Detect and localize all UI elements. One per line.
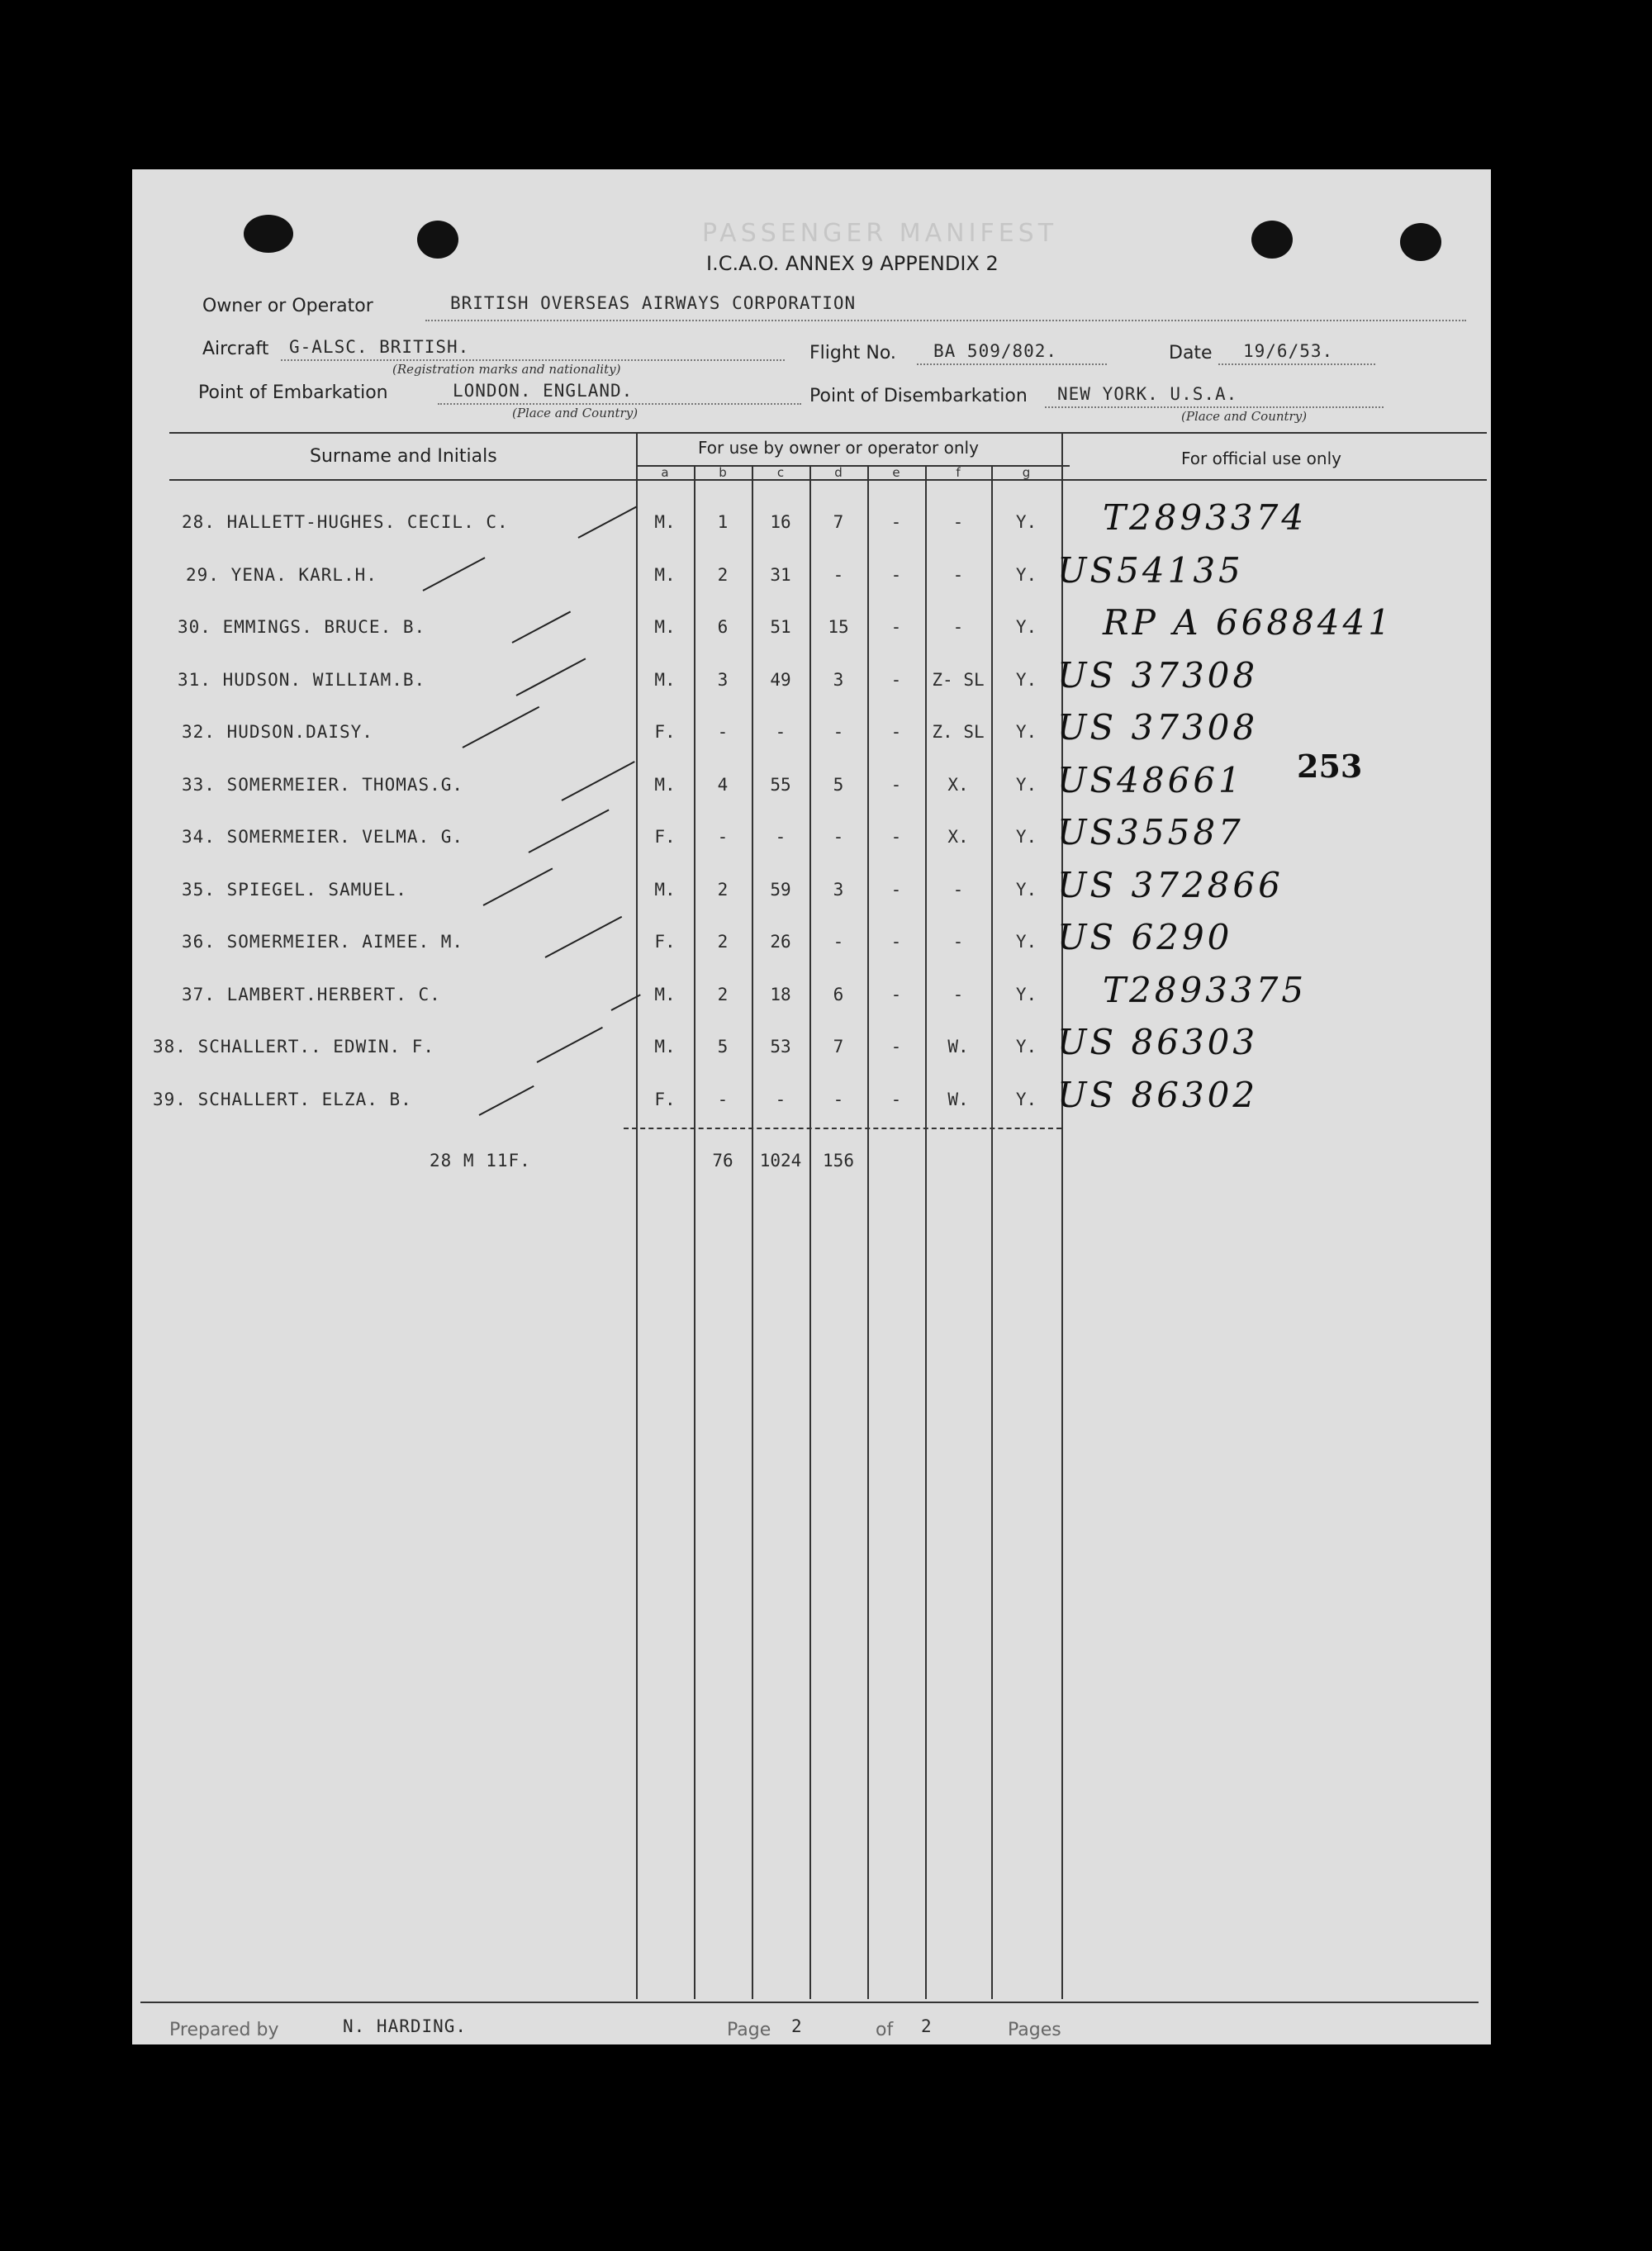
stamp-number: 253: [1297, 748, 1363, 785]
cell-c: 18: [770, 984, 791, 1004]
col-divider: [925, 465, 927, 1999]
punch-hole: [1251, 221, 1293, 259]
check-mark: [578, 506, 638, 539]
aircraft-label: Aircraft: [202, 339, 269, 359]
passenger-name: 28. HALLETT-HUGHES. CECIL. C.: [182, 512, 509, 532]
cell-e: -: [890, 827, 902, 847]
cell-e: -: [890, 722, 902, 742]
cell-b: 1: [717, 512, 729, 532]
col-divider: [636, 432, 638, 1999]
official-entry: US35587: [1057, 812, 1244, 852]
cell-d: 3: [833, 669, 844, 690]
passenger-name: 29. YENA. KARL.H.: [186, 564, 377, 585]
punch-hole: [244, 215, 293, 253]
cell-a: F.: [654, 1089, 676, 1109]
check-mark: [516, 658, 586, 696]
cell-e: -: [890, 1089, 902, 1109]
cell-e: -: [890, 1037, 902, 1057]
cell-b: 5: [717, 1037, 729, 1057]
cell-f: -: [952, 564, 964, 585]
official-entry: US 6290: [1057, 917, 1233, 957]
embark-dotted-line: [438, 403, 801, 405]
of-label: of: [876, 2020, 894, 2040]
cell-c: 55: [770, 774, 791, 795]
cell-a: M.: [654, 984, 676, 1004]
passenger-name: 36. SOMERMEIER. AIMEE. M.: [182, 932, 464, 952]
check-mark: [512, 611, 572, 643]
passenger-name: 34. SOMERMEIER. VELMA. G.: [182, 827, 464, 847]
cell-b: 4: [717, 774, 729, 795]
cell-a: M.: [654, 669, 676, 690]
cell-f: -: [952, 512, 964, 532]
check-mark: [545, 916, 623, 958]
totals-dashed-rule: [624, 1128, 1061, 1129]
disembark-note: (Place and Country): [1181, 409, 1308, 424]
cell-e: -: [890, 512, 902, 532]
aircraft-dotted-line: [281, 359, 785, 361]
subcol-header-e: e: [892, 465, 900, 480]
cell-e: -: [890, 879, 902, 900]
cell-b: 2: [717, 984, 729, 1004]
check-mark: [537, 1027, 603, 1063]
aircraft-note: (Registration marks and nationality): [392, 362, 621, 377]
cell-d: -: [833, 932, 844, 952]
check-mark: [479, 1085, 534, 1115]
cell-c: 26: [770, 932, 791, 952]
page-label: Page: [727, 2020, 771, 2040]
cell-c: -: [775, 827, 786, 847]
cell-c: 51: [770, 617, 791, 637]
check-mark: [463, 706, 540, 748]
cell-c: 49: [770, 669, 791, 690]
cell-f: X.: [947, 774, 969, 795]
cell-g: Y.: [1015, 669, 1037, 690]
check-mark: [562, 761, 635, 801]
totals-b: 76: [712, 1151, 733, 1171]
official-entry: US 86302: [1057, 1074, 1259, 1115]
cell-d: 7: [833, 1037, 844, 1057]
totals-c: 1024: [759, 1151, 802, 1171]
flight-label: Flight No.: [809, 343, 896, 363]
cell-g: Y.: [1015, 722, 1037, 742]
manifest-sheet: [132, 169, 1491, 2044]
cell-d: -: [833, 1089, 844, 1109]
official-entry: US 86303: [1057, 1022, 1259, 1062]
manifest-subtitle: I.C.A.O. ANNEX 9 APPENDIX 2: [706, 252, 999, 275]
col-divider: [752, 465, 753, 1999]
cell-b: 2: [717, 564, 729, 585]
punch-hole: [1400, 223, 1441, 261]
manifest-title: PASSENGER MANIFEST: [702, 219, 1058, 248]
cell-c: -: [775, 722, 786, 742]
official-entry: US48661: [1057, 759, 1244, 800]
cell-g: Y.: [1015, 827, 1037, 847]
cell-a: M.: [654, 617, 676, 637]
official-entry: RP A 6688441: [1103, 602, 1393, 643]
owner-label: Owner or Operator: [202, 296, 373, 316]
official-entry: T2893375: [1103, 969, 1308, 1010]
cell-d: 3: [833, 879, 844, 900]
official-entry: US54135: [1057, 549, 1244, 591]
official-entry: US 37308: [1057, 707, 1259, 748]
cell-g: Y.: [1015, 984, 1037, 1004]
cell-f: -: [952, 879, 964, 900]
check-mark: [423, 557, 486, 591]
flight-value: BA 509/802.: [933, 341, 1058, 361]
col-divider: [991, 465, 993, 1999]
cell-c: 59: [770, 879, 791, 900]
cell-f: -: [952, 932, 964, 952]
passenger-name: 37. LAMBERT.HERBERT. C.: [182, 984, 441, 1004]
cell-f: -: [952, 984, 964, 1004]
cell-g: Y.: [1015, 617, 1037, 637]
cell-d: 15: [828, 617, 849, 637]
cell-b: 2: [717, 879, 729, 900]
cell-g: Y.: [1015, 1089, 1037, 1109]
cell-c: -: [775, 1089, 786, 1109]
cell-g: Y.: [1015, 512, 1037, 532]
cell-f: X.: [947, 827, 969, 847]
col-owner-use-header: For use by owner or operator only: [698, 438, 979, 458]
cell-a: M.: [654, 774, 676, 795]
aircraft-value: G-ALSC. BRITISH.: [289, 337, 470, 357]
cell-a: M.: [654, 564, 676, 585]
cell-a: M.: [654, 512, 676, 532]
cell-f: W.: [947, 1089, 969, 1109]
cell-g: Y.: [1015, 879, 1037, 900]
cell-b: -: [717, 722, 729, 742]
cell-e: -: [890, 617, 902, 637]
cell-d: -: [833, 722, 844, 742]
cell-a: M.: [654, 879, 676, 900]
date-value: 19/6/53.: [1243, 341, 1334, 361]
official-entry: T2893374: [1103, 497, 1308, 538]
totals-label: 28 M 11F.: [430, 1151, 531, 1171]
date-label: Date: [1169, 343, 1213, 363]
cell-f: Z. SL: [932, 722, 985, 742]
pages-label: Pages: [1008, 2020, 1061, 2040]
cell-e: -: [890, 984, 902, 1004]
cell-d: 5: [833, 774, 844, 795]
cell-g: Y.: [1015, 774, 1037, 795]
col-surname-header: Surname and Initials: [310, 446, 497, 467]
prepared-value: N. HARDING.: [343, 2016, 468, 2036]
cell-e: -: [890, 669, 902, 690]
official-entry: US 372866: [1057, 864, 1284, 905]
cell-b: -: [717, 827, 729, 847]
cell-f: Z- SL: [932, 669, 985, 690]
page-value: 2: [791, 2016, 803, 2036]
subcol-header-f: f: [956, 465, 961, 480]
cell-c: 53: [770, 1037, 791, 1057]
col-divider: [867, 465, 869, 1999]
totals-d: 156: [823, 1151, 854, 1171]
subcol-header-c: c: [776, 465, 785, 480]
col-divider: [809, 465, 811, 1999]
owner-value: BRITISH OVERSEAS AIRWAYS CORPORATION: [450, 293, 857, 313]
embark-value: LONDON. ENGLAND.: [453, 381, 634, 401]
cell-e: -: [890, 932, 902, 952]
disembark-label: Point of Disembarkation: [809, 386, 1028, 406]
passenger-name: 31. HUDSON. WILLIAM.B.: [178, 669, 426, 690]
check-mark: [529, 809, 610, 852]
official-entry: US 37308: [1057, 654, 1259, 696]
cell-g: Y.: [1015, 1037, 1037, 1057]
footer-rule: [140, 2002, 1479, 2003]
table-top-rule: [169, 432, 1487, 434]
cell-a: F.: [654, 722, 676, 742]
subcol-header-g: g: [1022, 465, 1031, 480]
check-mark: [483, 867, 553, 905]
passenger-name: 38. SCHALLERT.. EDWIN. F.: [153, 1037, 435, 1057]
cell-f: W.: [947, 1037, 969, 1057]
passenger-name: 30. EMMINGS. BRUCE. B.: [178, 617, 426, 637]
date-dotted-line: [1218, 363, 1375, 365]
cell-d: 7: [833, 512, 844, 532]
passenger-name: 32. HUDSON.DAISY.: [182, 722, 373, 742]
flight-dotted-line: [917, 363, 1107, 365]
col-divider: [694, 465, 695, 1999]
cell-g: Y.: [1015, 932, 1037, 952]
cell-e: -: [890, 564, 902, 585]
of-value: 2: [921, 2016, 933, 2036]
cell-b: 2: [717, 932, 729, 952]
cell-a: F.: [654, 932, 676, 952]
cell-e: -: [890, 774, 902, 795]
cell-c: 31: [770, 564, 791, 585]
cell-d: -: [833, 827, 844, 847]
passenger-name: 39. SCHALLERT. ELZA. B.: [153, 1089, 412, 1109]
cell-g: Y.: [1015, 564, 1037, 585]
embark-label: Point of Embarkation: [198, 382, 388, 403]
passenger-name: 35. SPIEGEL. SAMUEL.: [182, 879, 407, 900]
prepared-label: Prepared by: [169, 2020, 279, 2040]
cell-f: -: [952, 617, 964, 637]
embark-note: (Place and Country): [512, 406, 638, 420]
punch-hole: [417, 221, 458, 259]
subcol-header-d: d: [834, 465, 843, 480]
col-official-header: For official use only: [1181, 449, 1341, 468]
disembark-dotted-line: [1045, 406, 1384, 408]
cell-a: M.: [654, 1037, 676, 1057]
subcol-header-a: a: [661, 465, 669, 480]
cell-d: 6: [833, 984, 844, 1004]
cell-a: F.: [654, 827, 676, 847]
subcol-header-b: b: [719, 465, 727, 480]
passenger-name: 33. SOMERMEIER. THOMAS.G.: [182, 774, 464, 795]
cell-c: 16: [770, 512, 791, 532]
owner-dotted-line: [425, 320, 1466, 321]
cell-b: 6: [717, 617, 729, 637]
cell-b: 3: [717, 669, 729, 690]
disembark-value: NEW YORK. U.S.A.: [1057, 384, 1238, 404]
cell-b: -: [717, 1089, 729, 1109]
cell-d: -: [833, 564, 844, 585]
